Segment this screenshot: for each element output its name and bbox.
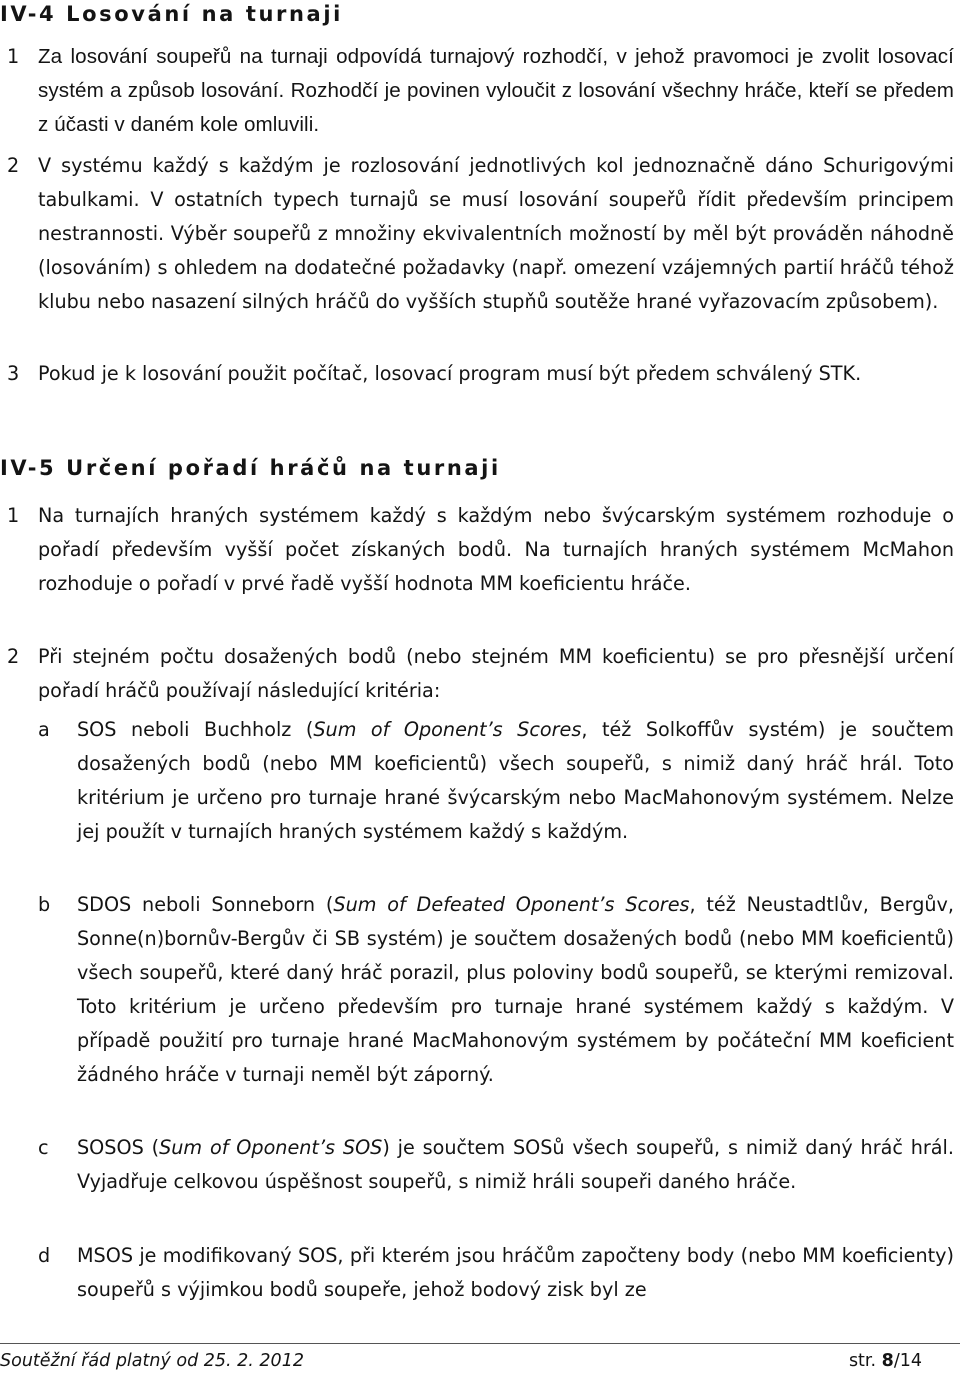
criterion-text: , též Solkoffův systém) je součtem dosažených bodů (nebo MM koeficientů) všech soupeřů, s nimiž daný hráč hrál. Toto kritérium je určeno pro turnaje hrané švýcarským nebo MacMahonovým systémem. Nelze jej použít v turnajích hraných systémem každý s každým.	[77, 718, 954, 843]
paragraph-iv5-2: Při stejném počtu dosažených bodů (nebo stejném MM koeficientu) se pro přesnější určení pořadí hráčů používají následující kritéria:	[38, 645, 954, 702]
paragraph-iv5-1	[38, 499, 954, 601]
item-number: 2	[7, 154, 20, 177]
item-number: 3	[7, 362, 20, 385]
section-heading-iv5: IV-5 Určení pořadí hráčů na turnaji	[0, 456, 501, 480]
criterion-letter: a	[38, 718, 50, 741]
criterion-letter: d	[38, 1244, 51, 1267]
criterion-text: SOSOS (	[77, 1136, 160, 1159]
criterion-letter: b	[38, 893, 51, 916]
paragraph-iv4-2	[38, 149, 954, 319]
criterion-c	[77, 1131, 954, 1199]
paragraph-text: V systému každý s každým je rozlosování jednotlivých kol jednoznačně dáno Schurigovými tabulkami.	[38, 154, 954, 211]
footer-page-total: /14	[893, 1351, 922, 1371]
criterion-text: SDOS neboli Sonneborn (	[77, 893, 334, 916]
paragraph-text: Na turnajích hraných systémem McMahon rozhoduje o pořadí v prvé řadě vyšší hodnota MM koeficientu hráče.	[38, 538, 954, 595]
section-heading-iv4: IV-4 Losování na turnaji	[0, 2, 343, 26]
criterion-letter: c	[38, 1136, 49, 1159]
footer-document-title: Soutěžní řád platný od 25. 2. 2012	[0, 1351, 304, 1371]
paragraph-iv4-1: Za losování soupeřů na turnaji odpovídá turnajový rozhodčí, v jehož pravomoci je zvolit losovací systém a způsob losování. Rozhodčí je povinen vyloučit z losování všechny hráče, kteří se předem z účasti v daném kole omluvili.	[38, 45, 954, 136]
criterion-text: ) je součtem SOSů všech soupeřů, s nimiž daný hráč hrál. Vyjadřuje celkovou úspěšnost soupeřů, s nimiž hráli soupeři daného hráče.	[77, 1136, 954, 1193]
item-number: 1	[7, 504, 20, 527]
criterion-a	[77, 713, 954, 849]
criterion-italic: Sum of Oponent’s SOS	[159, 1136, 383, 1159]
paragraph-text: Výběr soupeřů z množiny ekvivalentních možností by měl být prováděn náhodně (losováním) s ohledem na dodatečné požadavky (např.	[38, 222, 954, 279]
item-number: 2	[7, 645, 20, 668]
criterion-text: , též Neustadtlův, Bergův, Sonne(n)bornův-Bergův či SB systém) je součtem dosažených bodů (nebo MM koeficientů) všech soupeřů, které daný hráč porazil, plus poloviny bodů soupeřů, se kterými remizoval. Toto kritérium je určeno především pro turnaje hrané systémem každý s každým. V případě použití pro turnaje hrané MacMahonovým systémem by počáteční MM koeficient žádného hráče v turnaji neměl být záporný.	[77, 893, 954, 1086]
paragraph-text: omezení vzájemných partií hráčů téhož klubu nebo nasazení silných hráčů do vyšších stupňů soutěže hrané vyřazovacím způsobem).	[38, 256, 954, 313]
criterion-text: SOS neboli Buchholz (	[77, 718, 314, 741]
item-number: 1	[7, 45, 20, 68]
paragraph-iv4-3: Pokud je k losování použit počítač, losovací program musí být předem schválený STK.	[38, 362, 862, 385]
footer-page-prefix: str.	[848, 1351, 882, 1371]
criterion-d	[77, 1239, 954, 1307]
criterion-text: MSOS je modifikovaný SOS, při kterém jsou hráčům započteny body (nebo MM koeficienty) soupeřů s výjimkou bodů soupeře, jehož bodový zisk byl ze	[77, 1244, 954, 1301]
paragraph-text: V ostatních typech turnajů se musí losování soupeřů řídit především principem nestrannosti.	[38, 188, 954, 245]
page-footer	[0, 1343, 960, 1371]
footer-page-current: 8	[881, 1351, 894, 1371]
criterion-b	[77, 888, 954, 1092]
criterion-italic: Sum of Defeated Oponent’s Scores	[333, 893, 690, 916]
paragraph-text: Na turnajích hraných systémem každý s každým nebo švýcarským systémem rozhoduje o pořadí především vyšší počet získaných bodů.	[38, 504, 954, 561]
footer-page-number	[849, 1348, 922, 1374]
criterion-italic: Sum of Oponent’s Scores	[313, 718, 582, 741]
